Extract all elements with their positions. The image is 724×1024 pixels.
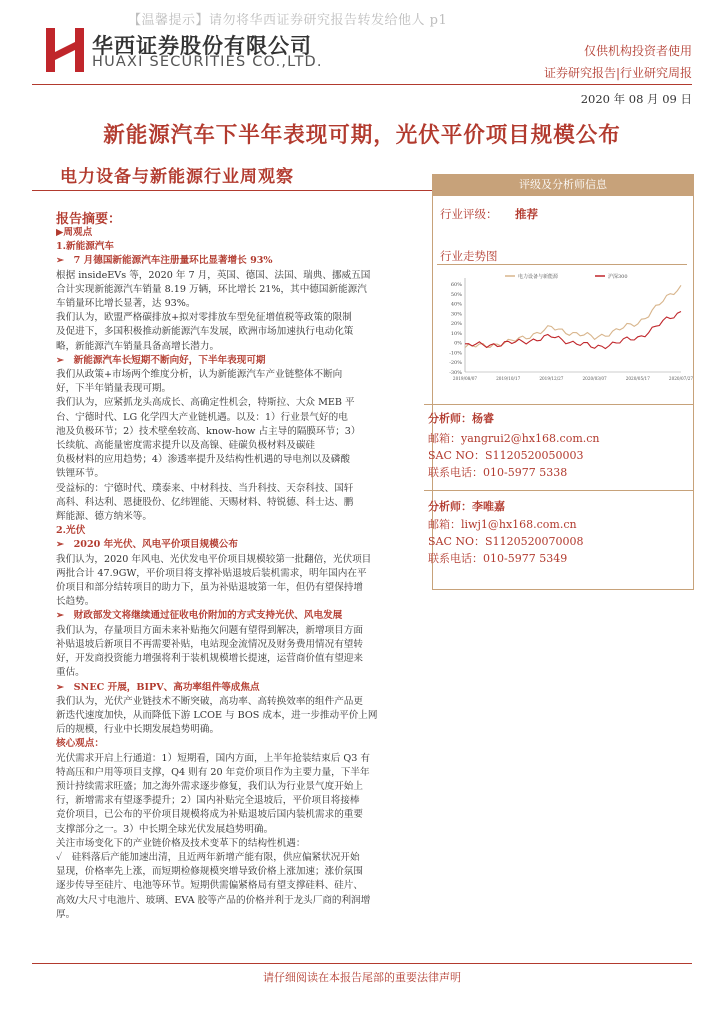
- x-tick-label: 2020/03/07: [582, 376, 607, 381]
- audience-note: 仅供机构投资者使用: [583, 44, 692, 58]
- legal-footer: 请仔细阅读在本报告尾部的重要法律声明: [263, 971, 461, 984]
- trend-chart: [435, 268, 694, 388]
- body-line: 新迭代速度加快，从而降低下游 LCOE 与 BOS 成本，进一步推动平价上网: [56, 709, 378, 721]
- subtitle-divider: [32, 190, 432, 191]
- body-line: 根据 insideEVs 等，2020 年 7 月，英国、德国、法国、瑞典、挪威五国: [56, 269, 371, 281]
- x-tick-label: 2019/10/17: [496, 376, 521, 381]
- trend-divider: [437, 264, 687, 265]
- company-name-cn: 华西证券股份有限公司: [92, 34, 312, 58]
- body-line: 我们认为，欧盟严格碳排放+拟对零排放车型免征增值税等政策的限制: [56, 312, 352, 324]
- y-tick-label: -10%: [449, 350, 462, 357]
- body-line: ✓ 硅料落后产能加速出清，且近两年新增产能有限，供应偏紧状况开始: [56, 851, 360, 863]
- rating-label: 行业评级：: [440, 207, 498, 221]
- watermark: 【温馨提示】请勿将华西证券研究报告转发给他人 p1: [128, 13, 448, 28]
- y-tick-label: -20%: [449, 360, 462, 367]
- x-tick-label: 2019/08/07: [452, 376, 478, 381]
- y-tick-label: 20%: [450, 321, 462, 328]
- y-tick-label: 30%: [450, 311, 462, 318]
- body-line: 竞价项目，已公布的平价项目规模将成为补贴退坡后国内装机需求的重要: [56, 809, 363, 821]
- y-tick-label: -30%: [449, 370, 462, 376]
- body-line: 我们认为，2020 年风电、光伏发电平价项目规模较第一批翻倍，光伏项目: [56, 553, 372, 565]
- body-line: 负极材料的应用趋势；4）渗透率提升及结构性机遇的导电剂以及磷酸: [56, 454, 350, 466]
- analyst-1-name: 分析师：杨睿: [428, 412, 494, 425]
- bullet-heading: ➢ 7 月德国新能源汽车注册量环比显著增长 93%: [56, 255, 273, 267]
- body-line: 预计持续需求旺盛；加之海外需求逐步修复，我们认为行业景气度开始上: [56, 780, 363, 792]
- body-line: 长续航、高能量密度需求提升以及高镍、硅碳负极材料及碳硅: [56, 440, 316, 452]
- body-line: 受益标的：宁德时代、璞泰来、中材科技、当升科技、天奈科技、国轩: [56, 482, 354, 494]
- body-line: 台、宁德时代、LG 化学四大产业链机遇。以及：1）行业景气好的电: [56, 411, 348, 423]
- body-line: 好，下半年销量表现可期。: [56, 383, 172, 395]
- rating-analyst-header: 评级及分析师信息: [432, 174, 694, 196]
- report-subtitle: 电力设备与新能源行业周观察: [60, 167, 294, 187]
- body-line: 后的规模，行业中长期发展趋势明确。: [56, 724, 220, 736]
- body-line: 两批合计 47.9GW，平价项目将支撑补贴退坡后装机需求，明年国内在平: [56, 567, 367, 579]
- body-line: 显现，价格率先上涨，而短期检修规模突增导致价格上涨加速；涨价氛围: [56, 866, 363, 878]
- body-line: 辉能源、德方纳米等。: [56, 511, 152, 523]
- analyst-1-phone: 联系电话：010-5977 5338: [428, 466, 568, 479]
- section-heading: ▶周观点: [56, 227, 93, 238]
- body-line: 好，开发商投资能力增强将利于装机规模增长提速，运营商价值有望迎来: [56, 653, 363, 665]
- summary-body: [56, 226, 420, 922]
- body-line: 铁锂环节。: [56, 468, 104, 480]
- report-title: 新能源汽车下半年表现可期，光伏平价项目规模公布: [103, 123, 621, 148]
- analyst-divider-1: [424, 404, 694, 405]
- body-line: 重估。: [56, 667, 85, 679]
- analyst-1-email[interactable]: 邮箱：yangrui2@hx168.com.cn: [428, 432, 600, 445]
- x-tick-label: 2020/07/27: [668, 376, 694, 381]
- analyst-2-name: 分析师：李唯嘉: [428, 500, 505, 513]
- x-tick-label: 2020/05/17: [625, 376, 650, 381]
- body-line: 及促进下，多国积极推动新能源汽车发展，欧洲市场加速执行电动化策: [56, 326, 354, 338]
- y-tick-label: 60%: [450, 282, 462, 288]
- bullet-heading: ➢ SNEC 开展，BIPV、高功率组件等成焦点: [56, 681, 260, 693]
- section-heading: 1.新能源汽车: [56, 241, 114, 253]
- x-tick-label: 2019/12/27: [539, 376, 564, 381]
- body-line: 关注市场变化下的产业链价格及技术变革下的结构性机遇：: [56, 837, 306, 849]
- company-name-en: HUAXI SECURITIES CO.,LTD.: [92, 54, 323, 70]
- bullet-heading: ➢ 新能源汽车长短期不断向好，下半年表现可期: [56, 354, 266, 366]
- bullet-heading: ➢ 财政部发文将继续通过征收电价附加的方式支持光伏、风电发展: [56, 610, 343, 622]
- body-line: 厚。: [56, 908, 76, 920]
- header-divider: [32, 84, 692, 85]
- y-tick-label: 40%: [450, 301, 462, 308]
- report-type: 证券研究报告|行业研究周报: [543, 66, 692, 80]
- body-line: 逐步传导至硅片、电池等环节。短期供需偏紧格局有望支撑硅料、硅片、: [56, 880, 363, 892]
- series-line-0: [465, 285, 681, 347]
- body-line: 高效/大尺寸电池片、玻璃、EVA 胶等产品的价格并利于龙头厂商的利润增: [56, 894, 371, 906]
- analyst-2-sac: SAC NO：S1120520070008: [428, 535, 584, 548]
- y-tick-label: 0%: [454, 340, 462, 347]
- body-line: 补贴退坡后新项目不再需要补贴，电站现金流情况及财务费用情况有望转: [56, 638, 363, 650]
- body-line: 车销量环比增长显著，达 93%。: [56, 298, 196, 310]
- section-heading: 核心观点：: [56, 738, 104, 750]
- legend-label: 沪深300: [608, 274, 628, 280]
- huaxi-logo-icon: [46, 28, 84, 72]
- analyst-2-email[interactable]: 邮箱：liwj1@hx168.com.cn: [428, 518, 577, 531]
- body-line: 我们认为，光伏产业链技术不断突破，高功率、高转换效率的组件产品更: [56, 695, 363, 707]
- body-line: 特高压和户用等项目支撑，Q4 则有 20 年竞价项目作为主要力量，下半年: [56, 766, 370, 778]
- legend-label: 电力设备与新能源: [518, 274, 559, 280]
- body-line: 行，新增需求有望逐季提升；2）国内补贴完全退坡后，平价项目将接棒: [56, 795, 360, 807]
- rating-value: 推荐: [515, 207, 538, 221]
- body-line: 支撑部分之一。3）中长期全球光伏发展趋势明确。: [56, 823, 274, 835]
- body-line: 光伏需求开启上行通道：1）短期看，国内方面，上半年抢装结束后 Q3 有: [56, 752, 370, 764]
- analyst-1-sac: SAC NO：S1120520050003: [428, 449, 584, 462]
- summary-title: 报告摘要：: [56, 212, 122, 227]
- body-line: 长趋势。: [56, 596, 95, 608]
- body-line: 我们认为，应紧抓龙头高成长、高确定性机会，特斯拉、大众 MEB 平: [56, 397, 355, 409]
- body-line: 高科、科达利、恩捷股份、亿纬锂能、天赐材料、特锐德、科士达、鹏: [56, 496, 354, 508]
- y-tick-label: 10%: [450, 330, 462, 337]
- bullet-heading: ➢ 2020 年光伏、风电平价项目规模公布: [56, 539, 238, 551]
- y-tick-label: 50%: [450, 291, 462, 298]
- footer-divider: [32, 963, 692, 964]
- body-line: 我们认为，存量项目方面未来补贴拖欠问题有望得到解决，新增项目方面: [56, 624, 363, 636]
- analyst-divider-2: [424, 490, 694, 491]
- analyst-2-phone: 联系电话：010-5977 5349: [428, 552, 568, 565]
- report-date: 2020 年 08 月 09 日: [580, 92, 692, 106]
- section-heading: 2.光伏: [56, 525, 86, 537]
- body-line: 略，新能源汽车销量具备高增长潜力。: [56, 340, 220, 352]
- body-line: 池及负极环节；2）技术壁垒较高、know-how 占主导的隔膜环节；3）: [56, 425, 361, 437]
- trend-title: 行业走势图: [440, 249, 498, 263]
- body-line: 价项目和部分结转项目的助力下，虽为补贴退坡第一年，但仍有望保持增: [56, 582, 363, 594]
- body-line: 合计实现新能源汽车销量 8.19 万辆，环比增长 21%，其中德国新能源汽: [56, 283, 367, 295]
- body-line: 我们从政策+市场两个维度分析，认为新能源汽车产业链整体不断向: [56, 369, 343, 381]
